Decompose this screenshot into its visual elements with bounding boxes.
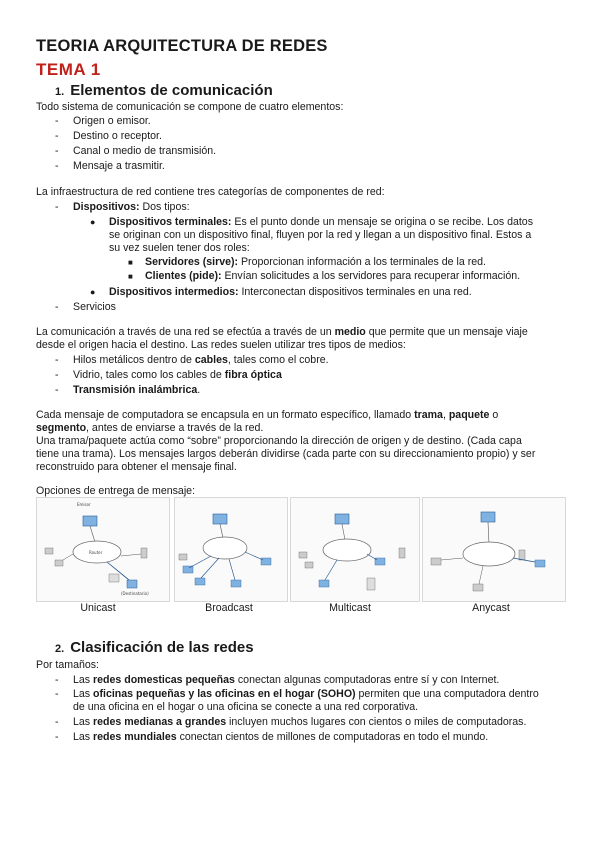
servicios-item: Servicios (73, 301, 116, 313)
unicast-diagram (36, 497, 170, 602)
server-icon (335, 514, 349, 524)
server-icon (481, 512, 495, 522)
servidores-item: Servidores (sirve): Proporcionan información a los terminales de la red. (145, 256, 486, 268)
computer-icon (179, 554, 187, 560)
infra-intro: La infraestructura de red contiene tres categorías de componentes de red: (36, 186, 385, 198)
cloud-icon (463, 542, 515, 566)
medio-paragraph: La comunicación a través de una red se efectúa a través de un medio que permite que un mensaje viaje desde el origen hacia el destino. Las redes suelen utilizar tres tipos de medios: (36, 326, 528, 351)
section1-intro: Todo sistema de comunicación se compone de cuatro elementos: (36, 101, 344, 113)
receiver-icon (261, 558, 271, 565)
square-bullet-icon: ■ (128, 258, 133, 267)
cloud-icon (203, 537, 247, 559)
document-title: TEORIA ARQUITECTURA DE REDES (36, 37, 328, 55)
list-item: Origen o emisor. (73, 115, 151, 127)
intermedios-item: Dispositivos intermedios: Interconectan dispositivos terminales en una red. (109, 286, 472, 298)
server-icon (213, 514, 227, 524)
computer-icon (473, 584, 483, 591)
receiver-icon (319, 580, 329, 587)
receiver-icon (183, 566, 193, 573)
computer-icon (55, 560, 63, 566)
section2-title: Clasificación de las redes (70, 639, 254, 656)
multicast-diagram (290, 497, 420, 602)
tema-heading: TEMA 1 (36, 60, 101, 79)
multicast-caption: Multicast (329, 602, 371, 614)
square-bullet-icon: ■ (128, 272, 133, 281)
section1-number: 1. (55, 86, 65, 98)
bullet-icon: ● (90, 217, 96, 227)
computer-icon (299, 552, 307, 558)
receiver-icon (231, 580, 241, 587)
computer-icon (519, 550, 525, 560)
receiver-icon (195, 578, 205, 585)
vidrio-item: Vidrio, tales como los cables de fibra óptica (73, 369, 282, 381)
section2-number: 2. (55, 643, 65, 655)
broadcast-caption: Broadcast (205, 602, 253, 614)
computer-icon (431, 558, 441, 565)
clientes-item: Clientes (pide): Envían solicitudes a los servidores para recuperar información. (145, 270, 521, 282)
cloud-icon (323, 539, 371, 561)
router-label: Router (89, 550, 103, 555)
computer-icon (45, 548, 53, 554)
section2-heading (55, 639, 254, 656)
terminales-item: Dispositivos terminales: Es el punto donde un mensaje se origina o se recibe. Los datos se originan con un dispositivo final, fluyen por la red y llegan a un dispositivo final. Estos a su vez suelen tener dos roles: (109, 216, 533, 254)
list-item: Las oficinas pequeñas y las oficinas en el hogar (SOHO) permiten que una computadora dentro de una oficina en el hogar o una oficina se conecte a una red corporativa. (73, 688, 539, 713)
bullet-icon: ● (90, 287, 96, 297)
dest-label: (Destinatario) (121, 591, 149, 596)
computer-icon (109, 574, 119, 582)
section1-heading (55, 82, 273, 99)
document-page: TEORIA ARQUITECTURA DE REDES TEMA 1 1. Elementos de comunicación Todo sistema de comunicación se compone de cuatro elementos: - Origen o emisor. - Destino o receptor. - Canal o medio de transmisión. - Mensaje a trasmitir. La infraestructura de red contiene tres categorías de componentes de red: - Dispositivos: Dos tipos: ● Dispositivos terminales: Es el punto donde un mensaje se origina o se recibe. Los datos se originan con un dispositivo final, fluyen por la red y llegan a un dispositivo final. Estos a su vez suelen tener dos roles: ■ Servidores (sirve): Proporcionan información a los terminales de la red. ■ Clientes (pide): Envían solicitudes a los servidores para recuperar información. ● Dispositivos intermedios: Interconectan dispositivos terminales en una red. - Servicios La comunicación a través de una red se efectúa a través de un medio que permite que un mensaje viaje desde el origen hacia el destino. Las redes suelen utilizar tres tipos de medios: - Hilos metálicos dentro de cables, tales como el cobre. - Vidrio, tales como los cables de fibra óptica - Transmisión inalámbrica. Cada mensaje de computadora se encapsula en un formato específico, llamado trama, paquete o segmento, antes de enviarse a través de la red. Una trama/paquete actúa como “sobre” proporcionando la dirección de origen y de destino. (Cada capa tiene una trama). Los mensajes largos deberán dividirse (cada parte con su direccionamiento propio) y ser reconstruido para obtener el mensaje final. Opciones de entrega de mensaje: Emisor Router (Destinatario) Unicast Broadcast Multicast Anycast 2. Clasificación de las redes Por tamaños: - Las redes domesticas pequeñas conectan algunas computadoras entre sí y con Internet. - Las oficinas pequeñas y las oficinas en el hogar (SOHO) permiten que una computadora dentro de una oficina en el hogar o una oficina se conecte a una red corporativa. - Las redes medianas a grandes incluyen muchos lugares con cientos o miles de computadoras. - Las redes mundiales conectan cientos de millones de computadoras en todo el mundo. (0, 0, 600, 848)
unicast-caption: Unicast (80, 602, 116, 614)
list-item: Las redes medianas a grandes incluyen muchos lugares con cientos o miles de computadoras. (73, 716, 527, 728)
hilos-item: Hilos metálicos dentro de cables, tales como el cobre. (73, 354, 329, 366)
broadcast-diagram (174, 497, 288, 602)
list-item: Mensaje a trasmitir. (73, 160, 165, 172)
computer-icon (305, 562, 313, 568)
computer-icon (399, 548, 405, 558)
computer-icon (367, 578, 375, 590)
receiver-icon (375, 558, 385, 565)
receiver-icon (127, 580, 137, 588)
list-item: Las redes domesticas pequeñas conectan algunas computadoras entre sí y con Internet. (73, 674, 500, 686)
anycast-diagram (422, 497, 566, 602)
list-item: Las redes mundiales conectan cientos de millones de computadoras en todo el mundo. (73, 731, 489, 743)
computer-icon (141, 548, 147, 558)
section1-title: Elementos de comunicación (70, 82, 273, 99)
inalambrica-item: Transmisión inalámbrica. (73, 384, 201, 396)
dispositivos-item: Dispositivos: Dos tipos: (73, 201, 190, 213)
receiver-icon (535, 560, 545, 567)
por-tamanos: Por tamaños: (36, 659, 100, 671)
list-item: Destino o receptor. (73, 130, 162, 142)
anycast-caption: Anycast (472, 602, 510, 614)
trama-paragraph: Cada mensaje de computadora se encapsula en un formato específico, llamado trama, paquete o segmento, antes de enviarse a través de la red. Una trama/paquete actúa como “sobre” proporcionando la dirección de origen y de destino. (Cada capa tiene una trama). Los mensajes largos deberán dividirse (cada parte con su direccionamiento propio) y ser reconstruido para obtener el mensaje final. (36, 409, 536, 473)
server-label: Emisor (77, 502, 91, 507)
list-item: Canal o medio de transmisión. (73, 145, 217, 157)
server-icon (83, 516, 97, 526)
opciones-label: Opciones de entrega de mensaje: (36, 485, 196, 497)
